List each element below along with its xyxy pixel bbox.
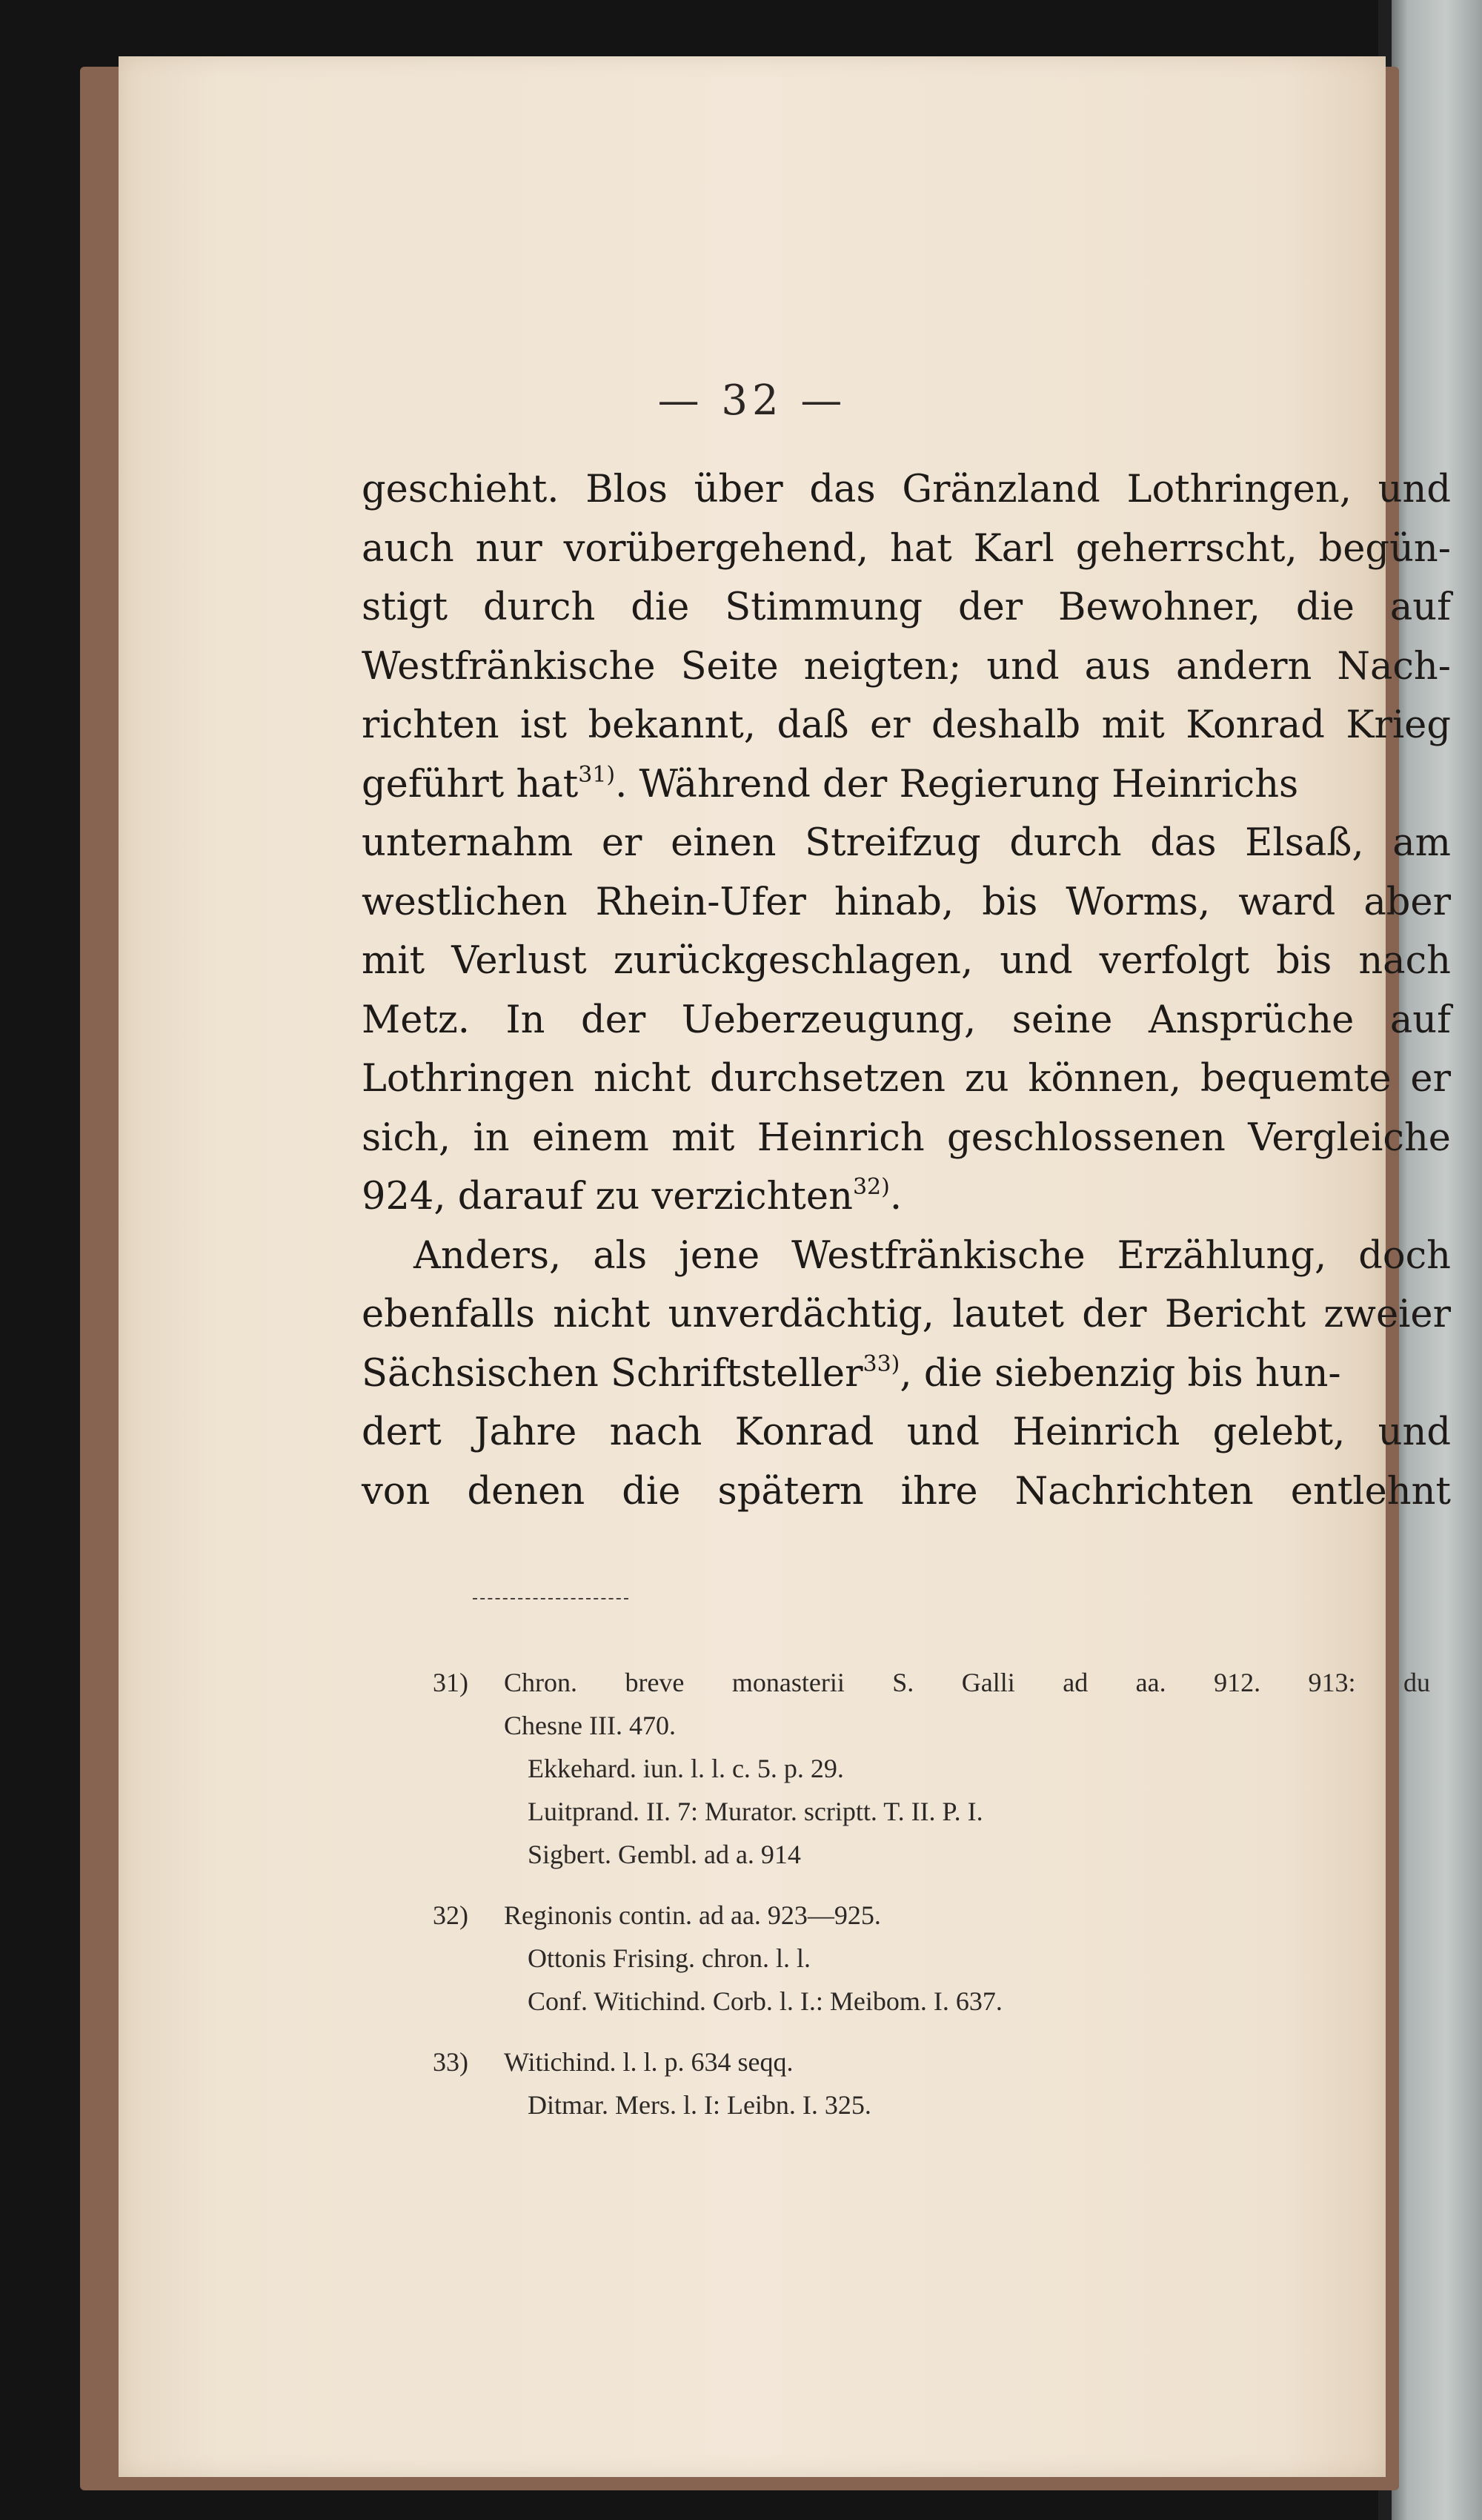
text-line: Anders, als jene Westfränkische Erzählung, doch — [413, 1233, 1451, 1278]
text-line: dert Jahre nach Konrad und Heinrich gelebt, und — [362, 1410, 1451, 1454]
text-line: sich, in einem mit Heinrich geschlossenen Vergleiche — [362, 1115, 1451, 1160]
footnote-line: Luitprand. II. 7: Murator. scriptt. T. II. P. I. — [528, 1797, 983, 1826]
footnote-31 — [433, 1661, 1430, 1876]
text-line: geschieht. Blos über das Gränzland Lothringen, und — [362, 468, 1451, 511]
footnote-33 — [433, 2040, 1430, 2126]
page-number: — 32 — — [657, 377, 847, 425]
text-line — [362, 1344, 1451, 1404]
footnote-line: Ottonis Frising. chron. l. l. — [528, 1943, 811, 1973]
footnote-number: 31) — [433, 1668, 468, 1697]
footnote-number: 33) — [433, 2047, 468, 2077]
text-fragment: Sächsischen Schriftsteller — [362, 1351, 863, 1396]
footnote-line — [433, 2040, 1430, 2083]
text-line: von denen die spätern ihre Nachrichten entlehnt — [362, 1469, 1451, 1513]
text-fragment: geführt hat — [362, 762, 579, 806]
footnote-separator — [473, 1598, 628, 1599]
text-line: ebenfalls nicht unverdächtig, lautet der Bericht zweier — [362, 1293, 1451, 1336]
footnote-line: Conf. Witichind. Corb. l. I.: Meibom. I. 637. — [528, 1986, 1003, 2016]
text-line: Metz. In der Ueberzeugung, seine Ansprüche auf — [362, 998, 1451, 1042]
footnote-line — [433, 1894, 1430, 1937]
text-line: stigt durch die Stimmung der Bewohner, die auf — [362, 586, 1451, 629]
text-line: westlichen Rhein-Ufer hinab, bis Worms, ward aber — [362, 880, 1451, 924]
footnote-text: Chron. breve monasterii S. Galli ad aa. 912. 913: du — [504, 1668, 1430, 1697]
text-line: Westfränkische Seite neigten; und aus andern Nach- — [362, 644, 1451, 689]
text-line: Lothringen nicht durchsetzen zu können, bequemte er — [362, 1057, 1451, 1101]
footnote-ref-31[interactable]: 31) — [578, 761, 616, 788]
book-page — [119, 56, 1451, 2477]
text-line: mit Verlust zurückgeschlagen, und verfolgt bis nach — [362, 939, 1451, 983]
text-fragment: 924, darauf zu verzichten — [362, 1175, 853, 1218]
footnotes — [433, 1661, 1430, 2144]
footnote-number: 32) — [433, 1900, 468, 1930]
footnote-line — [433, 1661, 1430, 1704]
footnote-ref-33[interactable]: 33) — [863, 1350, 900, 1377]
text-line: unternahm er einen Streifzug durch das Elsaß, am — [362, 821, 1451, 865]
footnote-line: Sigbert. Gembl. ad a. 914 — [528, 1840, 801, 1869]
footnote-text: Witichind. l. l. p. 634 seqq. — [504, 2047, 794, 2077]
text-line — [362, 1167, 1451, 1227]
footnote-line: Ditmar. Mers. l. I: Leibn. I. 325. — [528, 2090, 871, 2120]
footnote-line: Ekkehard. iun. l. l. c. 5. p. 29. — [528, 1754, 844, 1783]
body-text — [362, 460, 1451, 1521]
text-fragment: , die siebenzig bis hun- — [900, 1351, 1341, 1396]
footnote-ref-32[interactable]: 32) — [852, 1174, 890, 1200]
text-line: richten ist bekannt, daß er deshalb mit Konrad Krieg — [362, 703, 1451, 747]
text-line — [362, 755, 1451, 815]
footnote-32 — [433, 1894, 1430, 2023]
text-fragment: . — [889, 1175, 903, 1218]
text-line: auch nur vorübergehend, hat Karl geherrscht, begün- — [362, 526, 1451, 571]
footnote-line: Chesne III. 470. — [504, 1711, 676, 1740]
text-fragment: . Während der Regierung Heinrichs — [615, 762, 1299, 806]
footnote-text: Reginonis contin. ad aa. 923—925. — [504, 1900, 881, 1930]
